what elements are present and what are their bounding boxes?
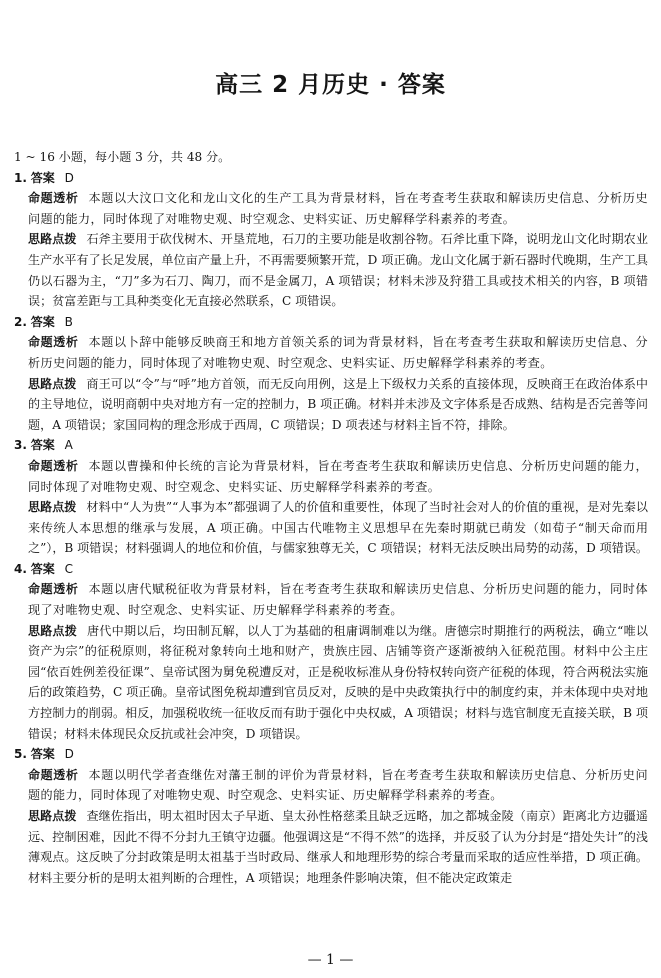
hint-paragraph [14, 229, 648, 311]
hint-text: 唐代中期以后，均田制瓦解，以人丁为基础的租庸调制难以为继。唐德宗时期推行的两税法，确立“唯以资产为宗”的征税原则，将征税对象转向土地和财产，贵族庄园、店铺等资产逐渐被纳入征税范围。材料中公主庄园“依百姓例差役征课”、皇帝试图为舅免税遭反对，正是税收标准从身份特权转向资产征税的体现，符合两税法实施后的政策趋势，C 项正确。皇帝试图免税却遭到官员反对，反映的是中央政策执行中的制度约束，并未体现中央对地方控制力的削弱。相反，加强税收统一征收反而有助于强化中央权威，A 项错误；材料与选官制度无直接关联，B 项错误；材料未体现民众反抗或社会冲突，D 项错误。 [28, 623, 648, 741]
answer-label: 答案 [30, 561, 55, 576]
hint-label: 思路点拨 [28, 623, 77, 638]
answer-value: A [64, 438, 73, 453]
hint-paragraph [14, 806, 648, 888]
question-number: 3. [14, 438, 27, 453]
analysis-paragraph [14, 332, 648, 373]
question-number: 5. [14, 747, 27, 762]
answer-value: D [64, 170, 74, 185]
question-2 [14, 312, 648, 436]
hint-label: 思路点拨 [28, 809, 77, 823]
analysis-label: 命题透析 [28, 191, 79, 206]
hint-text: 商王可以“令”与“呼”地方首领，而无反向用例，这是上下级权力关系的直接体现，反映商王在政治体系中的主导地位，说明商朝中央对地方有一定的控制力，B 项正确。材料并未涉及文字体系是否成熟、结构是否完善等问题，A 项错误；家国同构的理念形成于西周，C 项错误；D 项表述与材料主旨不符，排除。 [28, 376, 648, 432]
analysis-text: 本题以卜辞中能够反映商王和地方首领关系的词为背景材料，旨在考查考生获取和解读历史信息、分析历史问题的能力，同时体现了对唯物史观、时空观念、史料实证、历史解释学科素养的考查。 [28, 335, 648, 370]
answer-line [14, 312, 648, 333]
answer-value: B [64, 314, 73, 329]
hint-paragraph [14, 621, 648, 745]
analysis-label: 命题透析 [28, 335, 79, 350]
answer-value: D [64, 747, 74, 762]
hint-label: 思路点拨 [28, 376, 77, 391]
hint-label: 思路点拨 [28, 500, 77, 515]
analysis-paragraph [14, 579, 648, 620]
answer-line [14, 559, 648, 580]
question-1 [14, 168, 648, 312]
question-number: 1. [14, 170, 27, 185]
page-number: — 1 — [307, 952, 354, 968]
question-number: 2. [14, 314, 27, 329]
analysis-text: 本题以大汶口文化和龙山文化的生产工具为背景材料，旨在考查考生获取和解读历史信息、分析历史问题的能力，同时体现了对唯物史观、时空观念、史料实证、历史解释学科素养的考查。 [28, 191, 648, 226]
analysis-paragraph [14, 456, 648, 497]
intro-line: 1 ~ 16 小题，每小题 3 分，共 48 分。 [14, 150, 231, 164]
hint-text: 查继佐指出，明太祖时因太子早逝、皇太孙性格慈柔且缺乏远略，加之都城金陵（南京）距离北方边疆遥远、控制困难，因此不得不分封九王镇守边疆。他强调这是“不得不然”的选择，并反驳了认为分封是“措处失计”的浅薄观点。这反映了分封政策是明太祖基于当时政局、继承人和地理形势的综合考量而采取的适应性举措，D 项正确。材料主要分析的是明太祖判断的合理性，A 项错误；地理条件影响决策，但不能决定政策走 [28, 809, 648, 885]
hint-label: 思路点拨 [28, 232, 77, 247]
page-title: 高三 2 月历史 · 答案 [215, 72, 446, 98]
analysis-label: 命题透析 [28, 458, 79, 473]
answer-line [14, 435, 648, 456]
answer-content [14, 147, 648, 888]
answer-label: 答案 [30, 170, 55, 185]
analysis-text: 本题以唐代赋税征收为背景材料，旨在考查考生获取和解读历史信息、分析历史问题的能力，同时体现了对唯物史观、时空观念、史料实证、历史解释学科素养的考查。 [28, 582, 648, 618]
question-number: 4. [14, 561, 27, 576]
analysis-label: 命题透析 [28, 582, 79, 597]
hint-paragraph [14, 497, 648, 559]
analysis-text: 本题以明代学者查继佐对藩王制的评价为背景材料，旨在考查考生获取和解读历史信息、分析历史问题的能力，同时体现了对唯物史观、时空观念、史料实证、历史解释学科素养的考查。 [28, 767, 648, 803]
answer-line [14, 744, 648, 765]
question-4 [14, 559, 648, 744]
hint-paragraph [14, 374, 648, 436]
answer-label: 答案 [30, 747, 55, 762]
analysis-paragraph [14, 765, 648, 806]
hint-text: 材料中“人为贵”“人事为本”都强调了人的价值和重要性，体现了当时社会对人的价值的重视，是对先秦以来传统人本思想的继承与发展，A 项正确。中国古代唯物主义思想早在先秦时期就已萌发（如荀子“制天命而用之”），B 项错误；材料强调人的地位和价值，与儒家独尊无关，C 项错误；材料无法反映出局势的动荡，D 项错误。 [28, 500, 649, 556]
answer-label: 答案 [30, 438, 55, 453]
question-5 [14, 744, 648, 888]
answer-label: 答案 [30, 314, 55, 329]
hint-text: 石斧主要用于砍伐树木、开垦荒地，石刀的主要功能是收割谷物。石斧比重下降，说明龙山文化时期农业生产水平有了长足发展，单位亩产量上升，不再需要频繁开荒，D 项正确。龙山文化属于新石器时代晚期，生产工具仍以石器为主，“刀”多为石刀、陶刀，而不是金属刀，A 项错误；材料未涉及狩猎工具或技术相关的内容，B 项错误；贫富差距与工具种类变化无直接必然联系，C 项错误。 [28, 232, 648, 309]
answer-value: C [64, 561, 74, 576]
answer-line [14, 168, 648, 189]
question-3 [14, 435, 648, 559]
analysis-label: 命题透析 [28, 767, 79, 782]
analysis-text: 本题以曹操和仲长统的言论为背景材料，旨在考查考生获取和解读历史信息、分析历史问题的能力，同时体现了对唯物史观、时空观念、史料实证、历史解释学科素养的考查。 [28, 458, 648, 494]
analysis-paragraph [14, 188, 648, 229]
